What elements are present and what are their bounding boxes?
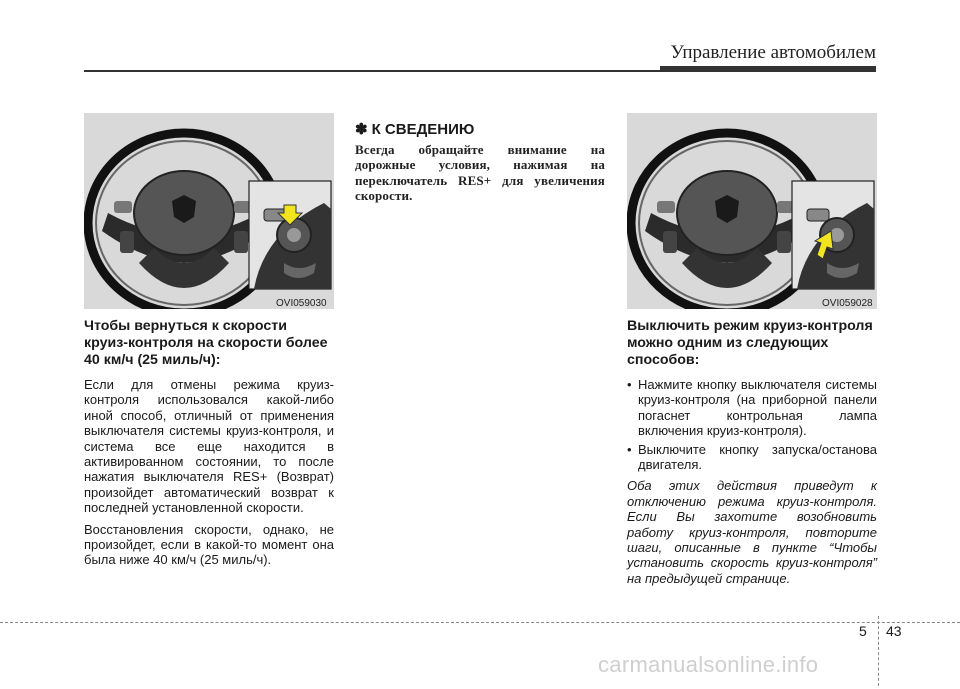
figure-code-left: OVI059030 <box>276 298 327 309</box>
header-bar <box>660 66 876 72</box>
cancel-italic-note: Оба этих действия приведут к отключению режима круиз-контроля. Если Вы захотите возобновить работу круиз-контроля, повторите шаги, описанные в пункте “Чтобы установить скорость круиз-контроля” на предыдущей странице. <box>627 478 877 586</box>
resume-speed-heading: Чтобы вернуться к скорости круиз-контроля на скорости более 40 км/ч (25 миль/ч): <box>84 318 328 368</box>
figure-code-right: OVI059028 <box>822 298 873 309</box>
steering-wheel-figure-cancel <box>627 113 877 309</box>
bullet-icon: • <box>627 377 632 392</box>
chapter-number: 5 <box>859 623 867 639</box>
resume-paragraph-2: Восстановления скорости, однако, не произойдет, если в какой-то момент она была ниже 40 км/ч (25 миль/ч). <box>84 521 334 568</box>
list-item <box>627 377 877 439</box>
steering-wheel-figure-resume <box>84 113 334 309</box>
left-column <box>84 318 334 568</box>
list-item-text: Выключите кнопку запуска/останова двигателя. <box>638 441 877 473</box>
note-title-text: К СВЕДЕНИЮ <box>371 120 475 138</box>
bullet-icon: • <box>627 441 632 457</box>
steering-wheel-illustration <box>627 113 877 309</box>
list-item-text: Нажмите кнопку выключателя системы круиз-контроля (на приборной панели погаснет контрольная лампа включения круиз-контроля). <box>638 377 877 439</box>
list-item <box>627 442 877 473</box>
note-text: Всегда обращайте внимание на дорожные условия, нажимая на переключатель RES+ для увеличения скорости. <box>355 142 605 204</box>
steering-wheel-illustration <box>84 113 334 309</box>
footer-rule <box>0 622 960 623</box>
right-column <box>627 318 877 586</box>
footer-divider <box>878 616 879 686</box>
note-title <box>355 120 605 138</box>
cancel-cruise-heading: Выключить режим круиз-контроля можно одним из следующих способов: <box>627 318 873 368</box>
asterisk-icon: ✽ <box>355 121 368 138</box>
watermark: carmanualsonline.info <box>598 652 819 677</box>
header-title: Управление автомобилем <box>670 42 876 63</box>
cancel-methods-list <box>627 377 877 472</box>
info-note <box>355 120 605 204</box>
page-number: 43 <box>886 623 902 639</box>
resume-paragraph-1: Если для отмены режима круиз-контроля использовался какой-либо иной способ, отличный от применения выключателя системы круиз-контроля, и система все еще находится в активированном состоянии, то после нажатия выключателя RES+ (Возврат) произойдет автоматический возврат к последней установленной скорости. <box>84 377 334 516</box>
